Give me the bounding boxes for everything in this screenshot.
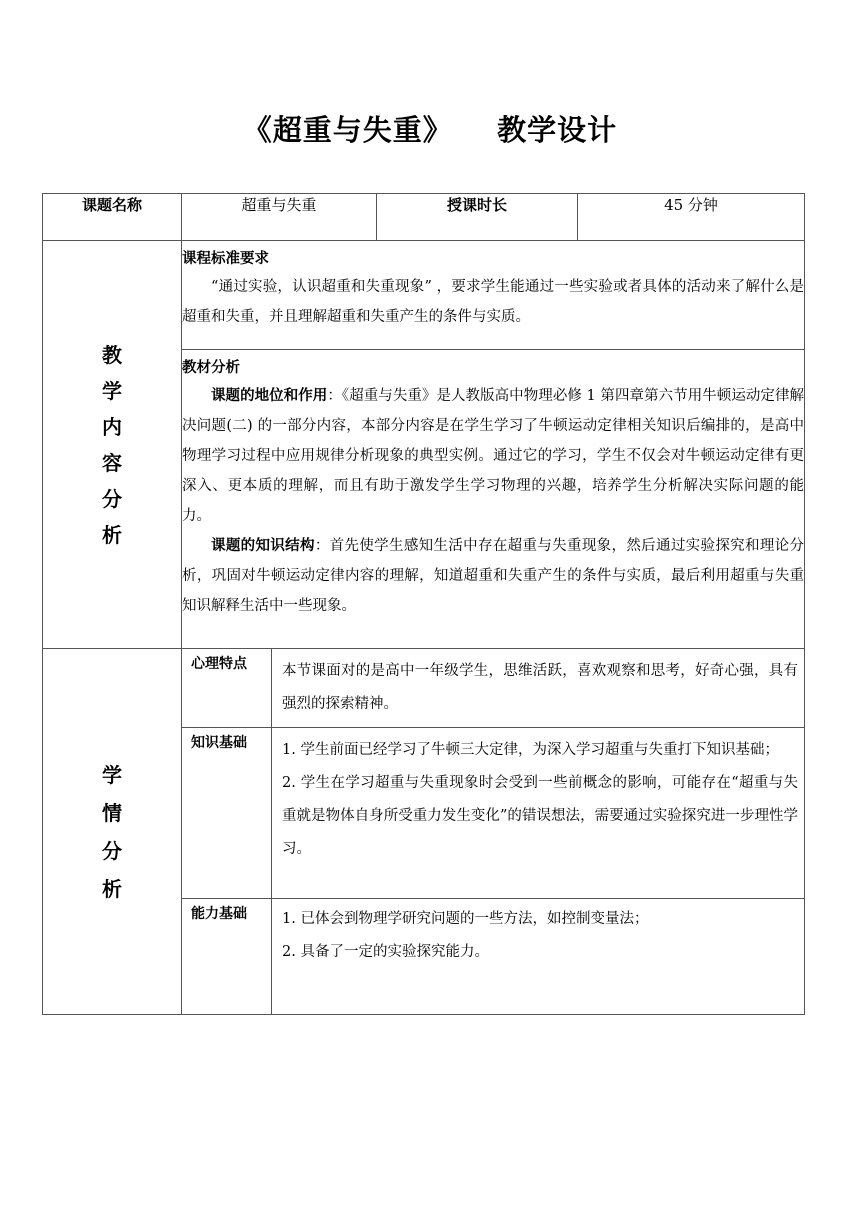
knowledge-text-cell	[272, 728, 805, 899]
knowledge-item-2: 2. 学生在学习超重与失重现象时会受到一些前概念的影响，可能存在“超重与失重就是物体自身所受重力发生变化”的错误想法，需要通过实验探究进一步理性学习。	[282, 775, 799, 857]
ability-item-1: 1. 已体会到物理学研究问题的一些方法，如控制变量法；	[282, 911, 649, 927]
standard-text: “通过实验，认识超重和失重现象” ，要求学生能通过一些实验或者具体的活动来了解什么是超重和失重，并且理解超重和失重产生的条件与实质。	[182, 279, 805, 325]
standard-cell	[182, 241, 805, 350]
material-paragraph-2: 课题的知识结构：首先使学生感知生活中存在超重与失重现象，然后通过实验探究和理论分析，巩固对牛顿运动定律内容的理解，知道超重和失重产生的条件与实质，最后利用超重与失重知识解释生活中一些现象。	[182, 538, 805, 614]
psych-text: 本节课面对的是高中一年级学生，思维活跃，喜欢观察和思考，好奇心强，具有强烈的探索精神。	[282, 663, 799, 712]
psych-text-cell	[272, 649, 805, 728]
course-name-value: 超重与失重	[182, 194, 377, 241]
psych-row	[43, 649, 805, 728]
course-name-label: 课题名称	[43, 194, 182, 241]
psych-label-cell	[182, 649, 272, 728]
ability-text-cell	[272, 899, 805, 1015]
knowledge-structure-label: 课题的知识结构	[211, 538, 315, 554]
knowledge-label: 知识基础	[191, 735, 247, 751]
lesson-plan-table	[42, 193, 805, 1015]
header-row	[43, 194, 805, 241]
ability-item-2: 2. 具备了一定的实验探究能力。	[282, 944, 489, 960]
learner-analysis-label: 学 情 分 析	[43, 649, 182, 1015]
page-title: 《超重与失重》 教学设计	[242, 113, 618, 147]
standard-row	[43, 241, 805, 350]
duration-value: 45 分钟	[578, 194, 805, 241]
position-role-label: 课题的地位和作用	[211, 388, 328, 404]
content-analysis-label: 教 学 内 容 分 析	[43, 241, 182, 649]
psych-label: 心理特点	[191, 656, 247, 672]
duration-label: 授课时长	[377, 194, 578, 241]
ability-label-cell	[182, 899, 272, 1015]
standard-heading: 课程标准要求	[182, 251, 269, 267]
ability-label: 能力基础	[191, 906, 247, 922]
material-cell	[182, 350, 805, 649]
material-paragraph-1: 课题的地位和作用：《超重与失重》是人教版高中物理必修 1 第四章第六节用牛顿运动定律解决问题(二) 的一部分内容，本部分内容是在学生学习了牛顿运动定律相关知识后编排的，是高中物理学习过程中应用规律分析现象的典型实例。通过它的学习，学生不仅会对牛顿运动定律有更深入、更本质的理解，而且有助于激发学生学习物理的兴趣，培养学生分析解决实际问题的能力。	[182, 388, 805, 524]
material-heading: 教材分析	[182, 360, 240, 376]
knowledge-item-1: 1. 学生前面已经学习了牛顿三大定律，为深入学习超重与失重打下知识基础；	[282, 742, 779, 758]
knowledge-label-cell	[182, 728, 272, 899]
